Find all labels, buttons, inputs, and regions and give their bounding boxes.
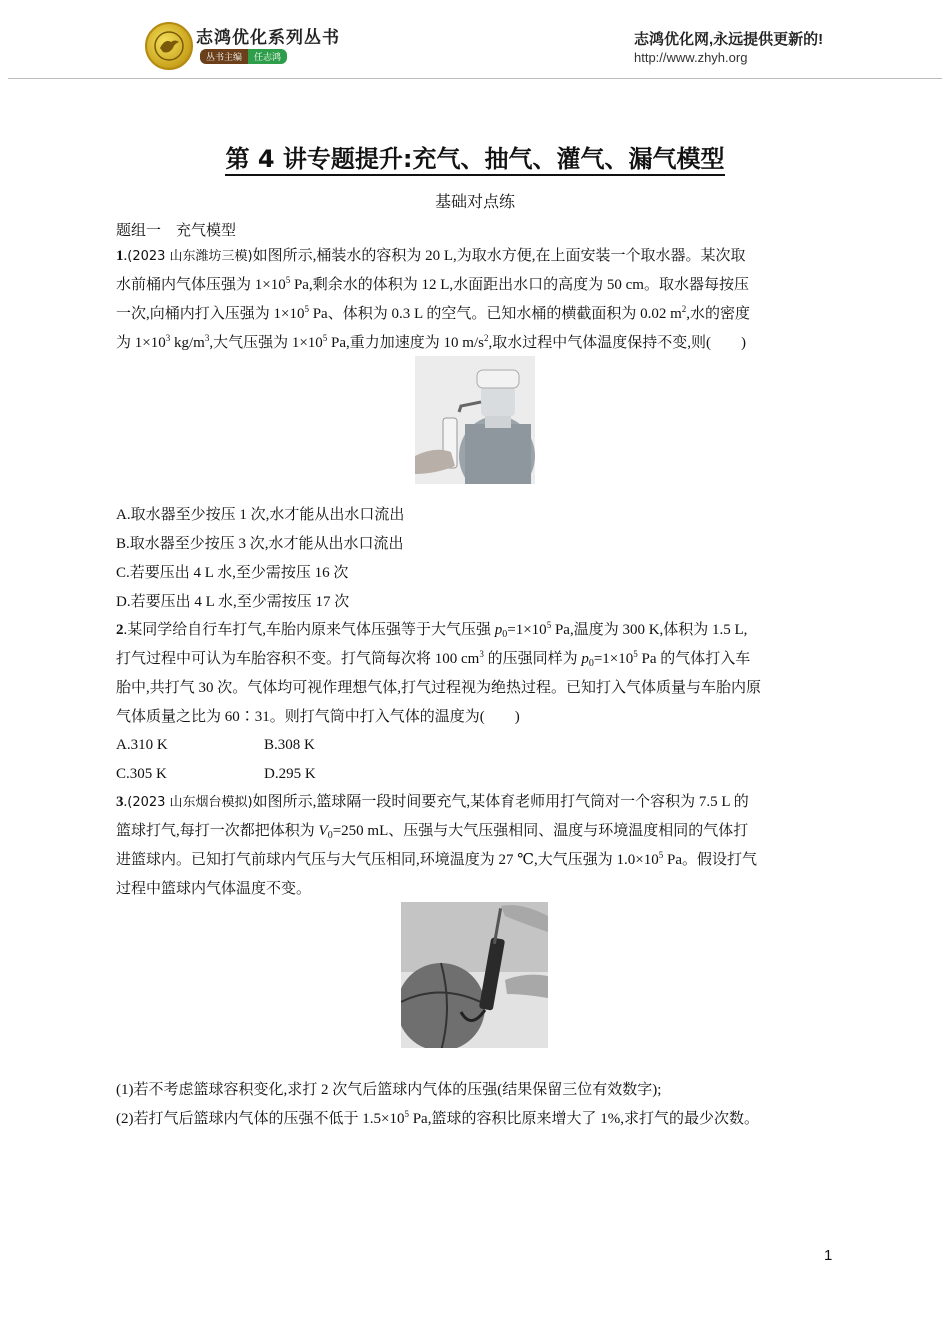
series-editor-name: 任志鸿 bbox=[248, 49, 287, 64]
superscript: 5 bbox=[285, 275, 291, 285]
superscript: 3 bbox=[479, 649, 484, 659]
water-dispenser-image bbox=[415, 356, 535, 484]
q1-option-a: A.取水器至少按压 1 次,水才能从出水口流出 bbox=[116, 507, 405, 523]
subscript: 0 bbox=[588, 658, 594, 669]
series-editor bbox=[200, 49, 287, 64]
superscript: 5 bbox=[658, 850, 664, 860]
q2-text: Pa,温度为 300 K,体积为 1.5 L, bbox=[551, 622, 748, 638]
superscript: 5 bbox=[322, 333, 328, 343]
superscript: 3 bbox=[165, 333, 171, 343]
q3-line-1: 3.(2023 山东烟台模拟)如图所示,篮球隔一段时间要充气,某体育老师用打气筒对一个容积为 7.5 L 的 bbox=[116, 794, 749, 810]
bird-emblem-icon bbox=[153, 30, 185, 62]
basketball-pump-image bbox=[401, 902, 548, 1048]
q2-text: 的压强同样为 bbox=[483, 651, 582, 667]
q2-option-b: B.308 K bbox=[264, 737, 315, 753]
q3-line-3 bbox=[116, 850, 757, 870]
q1-option-c: C.若要压出 4 L 水,至少需按压 16 次 bbox=[116, 565, 349, 581]
q3-text: Pa。假设打气 bbox=[663, 852, 758, 868]
q3-text: (2)若打气后篮球内气体的压强不低于 1.5×10 bbox=[116, 1111, 405, 1127]
series-logo bbox=[145, 22, 193, 70]
q1-number: 1 bbox=[116, 248, 124, 264]
variable-v: V bbox=[318, 823, 328, 839]
q2-text: .某同学给自行车打气,车胎内原来气体压强等于大气压强 bbox=[123, 622, 495, 638]
superscript: 3 bbox=[204, 333, 210, 343]
q1-text: 为 1×10 bbox=[116, 335, 166, 351]
q1-text: ,大气压强为 1×10 bbox=[209, 335, 323, 351]
header-divider bbox=[8, 78, 942, 79]
q2-line-2 bbox=[116, 649, 750, 669]
q1-line-3 bbox=[116, 304, 750, 324]
group-heading: 题组一 充气模型 bbox=[116, 221, 237, 239]
subscript: 0 bbox=[327, 830, 333, 841]
q2-option-c: C.305 K bbox=[116, 766, 167, 782]
q1-option-b: B.取水器至少按压 3 次,水才能从出水口流出 bbox=[116, 536, 404, 552]
header-slogan: 志鸿优化网,永远提供更新的! bbox=[634, 31, 824, 48]
q1-line-4 bbox=[116, 333, 746, 353]
page-title-text: 第 4 讲专题提升:充气、抽气、灌气、漏气模型 bbox=[225, 145, 724, 176]
q2-line-3: 胎中,共打气 30 次。气体均可视作理想气体,打气过程视为绝热过程。已知打入气体质量与车胎内原 bbox=[116, 680, 762, 696]
q2-text: =1×10 bbox=[507, 622, 547, 638]
q3-subquestion-1: (1)若不考虑篮球容积变化,求打 2 次气后篮球内气体的压强(结果保留三位有效数字); bbox=[116, 1082, 662, 1098]
page-number: 1 bbox=[824, 1247, 833, 1264]
q1-text: Pa,重力加速度为 10 m/s bbox=[327, 335, 484, 351]
q2-line-4: 气体质量之比为 60∶31。则打气筒中打入气体的温度为( ) bbox=[116, 709, 520, 725]
section-heading: 基础对点练 bbox=[434, 192, 515, 211]
page-header bbox=[0, 0, 950, 82]
q2-line-1 bbox=[116, 620, 747, 640]
q1-text: ,取水过程中气体温度保持不变,则( ) bbox=[488, 335, 746, 351]
q3-subquestion-2 bbox=[116, 1109, 759, 1129]
q1-line-2 bbox=[116, 275, 749, 295]
q2-text: Pa 的气体打入车 bbox=[637, 651, 751, 667]
superscript: 5 bbox=[546, 620, 552, 630]
series-title: 志鸿优化系列丛书 bbox=[196, 28, 340, 47]
q1-text: Pa,剩余水的体积为 12 L,水面距出水口的高度为 50 cm。取水器每按压 bbox=[290, 277, 749, 293]
q1-line-1: 1.(2023 山东潍坊三模)如图所示,桶装水的容积为 20 L,为取水方便,在上面安装一个取水器。某次取 bbox=[116, 248, 746, 264]
superscript: 5 bbox=[633, 649, 638, 659]
header-url[interactable]: http://www.zhyh.org bbox=[634, 50, 748, 65]
variable-p: p bbox=[581, 651, 589, 667]
superscript: 5 bbox=[404, 1109, 409, 1119]
q3-text: =250 mL、压强与大气压强相同、温度与环境温度相同的气体打 bbox=[332, 823, 749, 839]
variable-p: p bbox=[494, 622, 503, 638]
q2-text: 打气过程中可认为车胎容积不变。打气筒每次将 100 cm bbox=[116, 651, 480, 667]
q1-source: (2023 山东潍坊三模) bbox=[127, 249, 253, 264]
superscript: 2 bbox=[483, 333, 489, 343]
q1-text: 如图所示,桶装水的容积为 20 L,为取水方便,在上面安装一个取水器。某次取 bbox=[252, 248, 746, 264]
q1-text: 水前桶内气体压强为 1×10 bbox=[116, 277, 286, 293]
q1-text: Pa、体积为 0.3 L 的空气。已知水桶的横截面积为 0.02 m bbox=[308, 306, 682, 322]
series-editor-label: 丛书主编 bbox=[200, 49, 248, 64]
superscript: 2 bbox=[681, 304, 687, 314]
q2-number: 2 bbox=[116, 622, 124, 638]
q1-text: 一次,向桶内打入压强为 1×10 bbox=[116, 306, 305, 322]
q1-text: ,水的密度 bbox=[686, 306, 751, 322]
q3-text: Pa,篮球的容积比原来增大了 1%,求打气的最少次数。 bbox=[408, 1111, 759, 1127]
superscript: 5 bbox=[304, 304, 309, 314]
q3-text: 进篮球内。已知打气前球内气压与大气压相同,环境温度为 27 ℃,大气压强为 1.0×10 bbox=[116, 852, 659, 868]
q1-option-d: D.若要压出 4 L 水,至少需按压 17 次 bbox=[116, 594, 350, 610]
q2-option-d: D.295 K bbox=[264, 766, 316, 782]
page-title bbox=[0, 139, 950, 174]
q3-line-4: 过程中篮球内气体温度不变。 bbox=[116, 881, 312, 897]
q3-source: (2023 山东烟台模拟) bbox=[127, 795, 253, 810]
q2-option-a: A.310 K bbox=[116, 737, 168, 753]
q1-text: kg/m bbox=[170, 335, 205, 351]
q3-figure-basketball-pump bbox=[401, 902, 548, 1048]
q3-text: 篮球打气,每打一次都把体积为 bbox=[116, 823, 319, 839]
q3-line-2 bbox=[116, 821, 748, 841]
subscript: 0 bbox=[502, 629, 508, 640]
q1-figure-water-dispenser bbox=[415, 356, 535, 484]
q3-text: 如图所示,篮球隔一段时间要充气,某体育老师用打气筒对一个容积为 7.5 L 的 bbox=[252, 794, 749, 810]
q3-number: 3 bbox=[116, 794, 124, 810]
q2-text: =1×10 bbox=[593, 651, 634, 667]
